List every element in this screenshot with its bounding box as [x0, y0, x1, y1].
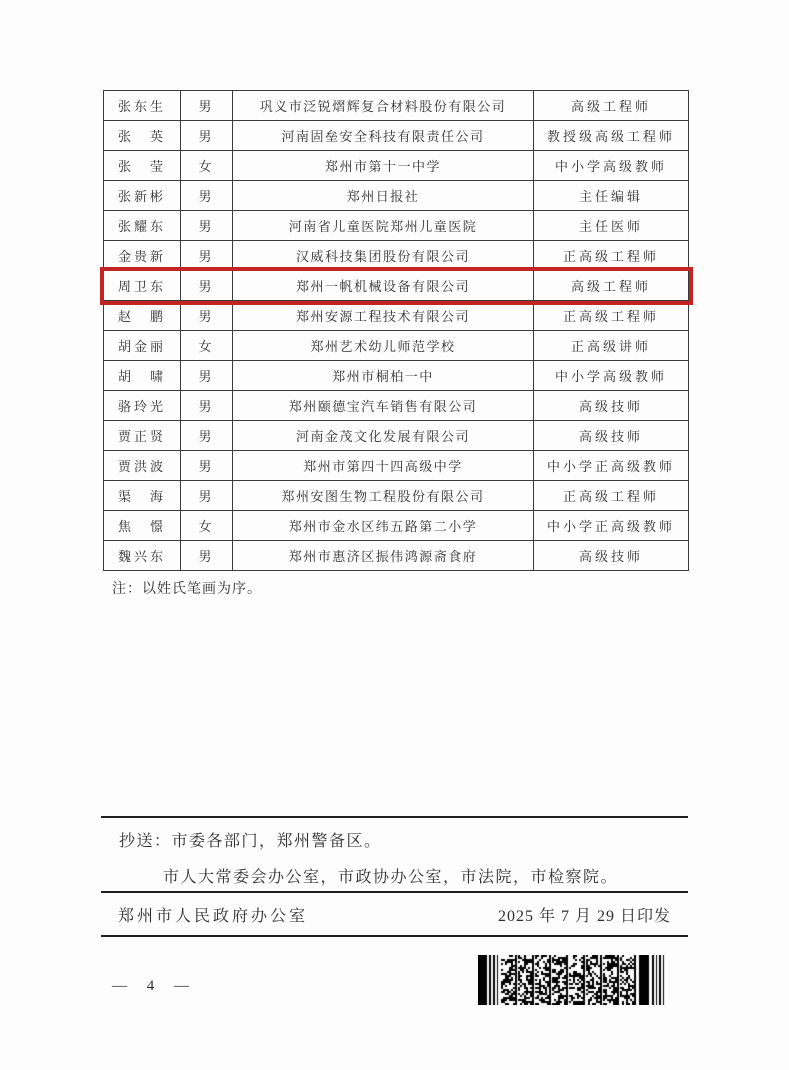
cell-organization: 郑州市第十一中学	[233, 151, 534, 181]
table-row	[104, 121, 689, 151]
cell-organization: 郑州市第四十四高级中学	[233, 451, 534, 481]
cell-organization: 河南固垒安全科技有限责任公司	[233, 121, 534, 151]
cell-gender: 男	[181, 301, 233, 331]
personnel-table-body	[104, 91, 689, 571]
cell-organization: 郑州市惠济区振伟鸿源斋食府	[233, 541, 534, 571]
cell-gender: 女	[181, 511, 233, 541]
table-row	[104, 91, 689, 121]
cell-gender: 女	[181, 331, 233, 361]
table-row	[104, 181, 689, 211]
table-row	[104, 331, 689, 361]
cell-name: 赵 鹏	[104, 301, 181, 331]
table-row	[104, 301, 689, 331]
table-row	[104, 391, 689, 421]
cell-gender: 男	[181, 91, 233, 121]
issuing-office: 郑州市人民政府办公室	[118, 908, 309, 925]
cell-title: 正高级工程师	[534, 241, 689, 271]
cell-gender: 男	[181, 181, 233, 211]
table-row	[104, 151, 689, 181]
cell-gender: 男	[181, 241, 233, 271]
cell-title: 高级技师	[534, 391, 689, 421]
table-row	[104, 511, 689, 541]
cell-organization: 郑州颐德宝汽车销售有限公司	[233, 391, 534, 421]
cell-gender: 男	[181, 481, 233, 511]
cell-gender: 男	[181, 451, 233, 481]
cell-title: 高级技师	[534, 421, 689, 451]
table-row	[104, 271, 689, 301]
cell-gender: 男	[181, 211, 233, 241]
cell-title: 中小学正高级教师	[534, 451, 689, 481]
cell-gender: 女	[181, 151, 233, 181]
cell-organization: 河南金茂文化发展有限公司	[233, 421, 534, 451]
cell-gender: 男	[181, 421, 233, 451]
cc-distribution-line1: 抄送：市委各部门，郑州警备区。	[119, 833, 382, 850]
cell-organization: 巩义市泛锐熠辉复合材料股份有限公司	[233, 91, 534, 121]
table-row	[104, 361, 689, 391]
cell-title: 高级技师	[534, 541, 689, 571]
cell-name: 张耀东	[104, 211, 181, 241]
cell-name: 胡 啸	[104, 361, 181, 391]
cell-title: 中小学高级教师	[534, 151, 689, 181]
table-row	[104, 481, 689, 511]
cell-name: 金贵新	[104, 241, 181, 271]
cell-title: 正高级工程师	[534, 481, 689, 511]
cell-name: 贾正贤	[104, 421, 181, 451]
cell-organization: 郑州艺术幼儿师范学校	[233, 331, 534, 361]
cell-gender: 男	[181, 391, 233, 421]
cell-name: 骆玲光	[104, 391, 181, 421]
separator-line-middle	[101, 891, 688, 893]
table-row	[104, 241, 689, 271]
cell-name: 魏兴东	[104, 541, 181, 571]
sort-order-note: 注：以姓氏笔画为序。	[112, 582, 262, 597]
cell-name: 周卫东	[104, 271, 181, 301]
cell-name: 张 莹	[104, 151, 181, 181]
cell-name: 胡金丽	[104, 331, 181, 361]
page-number: — 4 —	[112, 978, 197, 994]
cell-name: 张东生	[104, 91, 181, 121]
cell-title: 高级工程师	[534, 91, 689, 121]
cell-title: 正高级讲师	[534, 331, 689, 361]
cell-gender: 男	[181, 121, 233, 151]
cell-name: 焦 憬	[104, 511, 181, 541]
cell-organization: 郑州市金水区纬五路第二小学	[233, 511, 534, 541]
cell-organization: 郑州一帆机械设备有限公司	[233, 271, 534, 301]
pdf417-barcode	[478, 955, 668, 1005]
cell-organization: 郑州安图生物工程股份有限公司	[233, 481, 534, 511]
separator-line-top	[101, 816, 688, 818]
cell-organization: 郑州市桐柏一中	[233, 361, 534, 391]
personnel-table	[103, 90, 689, 571]
cell-organization: 汉威科技集团股份有限公司	[233, 241, 534, 271]
cell-gender: 男	[181, 271, 233, 301]
cell-title: 主任医师	[534, 211, 689, 241]
cell-title: 中小学正高级教师	[534, 511, 689, 541]
table-row	[104, 211, 689, 241]
issuer-row	[118, 903, 671, 926]
cell-title: 正高级工程师	[534, 301, 689, 331]
cell-gender: 男	[181, 361, 233, 391]
cell-title: 主任编辑	[534, 181, 689, 211]
cell-gender: 男	[181, 541, 233, 571]
cc-distribution-line2: 市人大常委会办公室，市政协办公室，市法院，市检察院。	[163, 869, 619, 886]
cell-organization: 郑州日报社	[233, 181, 534, 211]
cell-name: 贾洪波	[104, 451, 181, 481]
cell-title: 教授级高级工程师	[534, 121, 689, 151]
cell-title: 高级工程师	[534, 271, 689, 301]
table-row	[104, 451, 689, 481]
cell-name: 张 英	[104, 121, 181, 151]
cell-title: 中小学高级教师	[534, 361, 689, 391]
table-row	[104, 421, 689, 451]
cell-organization: 郑州安源工程技术有限公司	[233, 301, 534, 331]
cell-name: 张新彬	[104, 181, 181, 211]
cell-organization: 河南省儿童医院郑州儿童医院	[233, 211, 534, 241]
print-date: 2025 年 7 月 29 日印发	[497, 908, 671, 925]
separator-line-bottom	[101, 935, 688, 937]
cell-name: 渠 海	[104, 481, 181, 511]
table-row	[104, 541, 689, 571]
